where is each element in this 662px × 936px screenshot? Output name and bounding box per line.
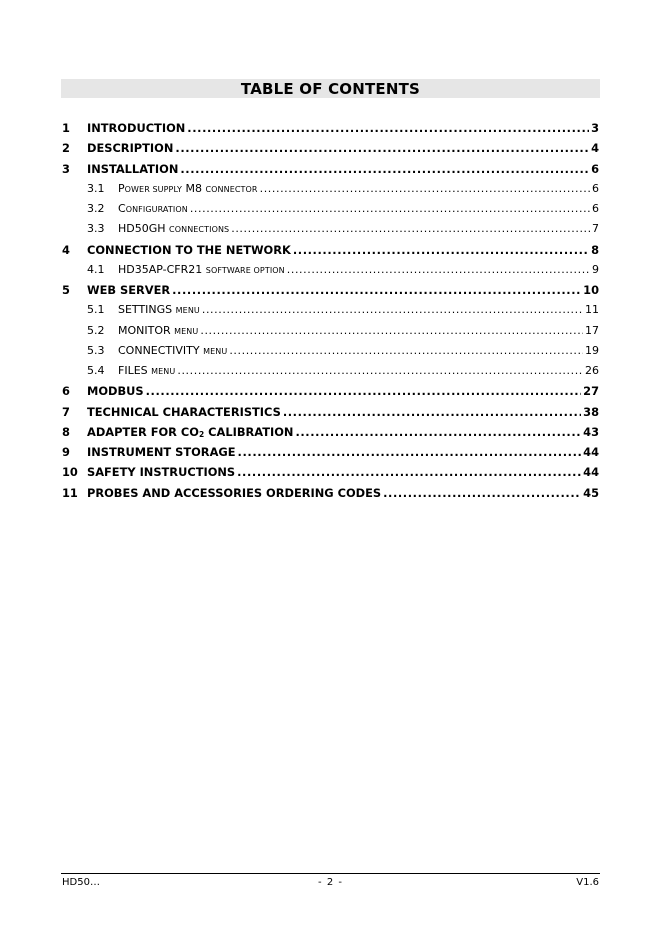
toc-entry[interactable] (62, 462, 599, 482)
toc-entry-label: CONNECTIVITY MENU (118, 343, 228, 357)
toc-entry[interactable] (62, 260, 599, 280)
toc-leader-dots (229, 341, 583, 361)
toc-entry-label: INTRODUCTION (87, 121, 186, 135)
toc-entry[interactable] (62, 300, 599, 320)
toc-entry-label: ADAPTER FOR $CO_2$ CALIBRATION (87, 424, 294, 439)
toc-entry-page: 38 (583, 404, 599, 419)
toc-entry-number: 3.3 (87, 222, 105, 236)
toc-entry-number: 3 (62, 161, 70, 176)
toc-entry-label: HD50GH CONNECTIONS (118, 222, 230, 236)
toc-leader-dots (146, 381, 582, 401)
toc-entry-page: 19 (585, 343, 599, 357)
toc-entry-page: 10 (583, 283, 599, 297)
toc-entry-page: 45 (583, 485, 599, 500)
toc-entry-label: HD35AP-CFR21 SOFTWARE OPTION (118, 262, 285, 276)
toc-entry-page: 27 (583, 384, 599, 399)
toc-entry-label: CONNECTION TO THE NETWORK (87, 242, 291, 257)
toc-entry[interactable] (62, 179, 599, 199)
toc-entry-number: 5.2 (87, 323, 105, 337)
toc-leader-dots (287, 260, 590, 280)
footer-model: HD50… (62, 877, 100, 888)
toc-entry-number: 1 (62, 121, 70, 135)
toc-entry-label: PROBES AND ACCESSORIES ORDERING CODES (87, 485, 382, 500)
toc-entry-number: 3.1 (87, 181, 105, 195)
toc-entry-number: 6 (62, 384, 70, 399)
toc-leader-dots (295, 422, 581, 442)
toc-entry-page: 43 (583, 424, 599, 439)
toc-entry[interactable] (62, 402, 599, 422)
toc-leader-dots (172, 280, 581, 300)
toc-entry-label: INSTALLATION (87, 161, 179, 176)
toc-entry-number: 4 (62, 242, 70, 257)
toc-entry-label: FILES MENU (118, 364, 176, 377)
toc-entry[interactable] (62, 483, 599, 503)
toc-leader-dots (180, 159, 589, 179)
footer-divider (61, 873, 600, 874)
toc-entry-number: 8 (62, 424, 70, 439)
table-of-contents (62, 118, 599, 503)
toc-entry[interactable] (62, 138, 599, 158)
footer-version: V1.6 (576, 877, 599, 888)
toc-entry-label: MODBUS (87, 384, 144, 399)
toc-leader-dots (177, 361, 583, 381)
toc-entry-number: 5.1 (87, 303, 105, 317)
toc-entry-page: 3 (591, 121, 599, 135)
toc-entry-page: 26 (585, 364, 599, 377)
toc-entry[interactable] (62, 240, 599, 260)
toc-entry[interactable] (62, 280, 599, 300)
toc-entry-page: 44 (583, 465, 599, 480)
toc-leader-dots (237, 462, 581, 482)
toc-entry-number: 11 (62, 485, 78, 500)
toc-entry-number: 3.2 (87, 202, 105, 215)
toc-entry[interactable] (62, 199, 599, 219)
toc-entry-page: 8 (591, 242, 599, 257)
toc-entry-page: 6 (592, 202, 599, 215)
toc-entry[interactable] (62, 159, 599, 179)
toc-entry-label: TECHNICAL CHARACTERISTICS (87, 404, 281, 419)
toc-entry[interactable] (62, 321, 599, 341)
toc-leader-dots (383, 483, 581, 503)
toc-entry-label: MONITOR MENU (118, 323, 199, 337)
toc-entry-number: 5.4 (87, 364, 105, 377)
toc-entry[interactable] (62, 118, 599, 138)
toc-leader-dots (175, 138, 589, 158)
toc-entry-page: 6 (592, 181, 599, 195)
toc-entry-number: 9 (62, 445, 70, 459)
toc-entry-number: 10 (62, 465, 78, 480)
toc-entry-label: INSTRUMENT STORAGE (87, 445, 236, 459)
toc-entry-label: SETTINGS MENU (118, 303, 200, 317)
toc-leader-dots (283, 402, 581, 422)
toc-entry[interactable] (62, 341, 599, 361)
toc-entry-label: SAFETY INSTRUCTIONS (87, 465, 236, 480)
footer-page-number: - 2 - (318, 877, 343, 888)
toc-title-bar (61, 79, 600, 98)
toc-entry[interactable] (62, 219, 599, 239)
toc-entry-label: DESCRIPTION (87, 141, 174, 156)
page-footer (62, 876, 599, 890)
toc-entry-number: 5.3 (87, 343, 105, 357)
toc-entry-label: CONFIGURATION (118, 202, 188, 215)
toc-entry[interactable] (62, 361, 599, 381)
toc-entry-label: POWER SUPPLY M8 CONNECTOR (118, 181, 258, 195)
toc-entry-number: 4.1 (87, 262, 105, 276)
toc-entry-number: 2 (62, 141, 70, 156)
toc-leader-dots (231, 219, 590, 239)
toc-leader-dots (187, 118, 589, 138)
toc-leader-dots (190, 199, 590, 219)
page-title: TABLE OF CONTENTS (240, 80, 421, 98)
toc-entry[interactable] (62, 381, 599, 401)
toc-entry-page: 4 (591, 141, 599, 156)
toc-entry-number: 5 (62, 283, 70, 297)
toc-entry[interactable] (62, 422, 599, 442)
toc-leader-dots (238, 442, 582, 462)
toc-entry-label: WEB SERVER (87, 283, 171, 297)
toc-entry-page: 9 (592, 262, 599, 276)
toc-entry-page: 11 (585, 303, 599, 317)
toc-entry[interactable] (62, 442, 599, 462)
toc-entry-page: 44 (583, 445, 599, 459)
toc-entry-number: 7 (62, 404, 70, 419)
toc-leader-dots (200, 321, 583, 341)
toc-entry-page: 6 (591, 161, 599, 176)
toc-entry-page: 7 (592, 222, 599, 236)
toc-leader-dots (293, 240, 589, 260)
toc-leader-dots (260, 179, 590, 199)
toc-leader-dots (202, 300, 583, 320)
toc-entry-page: 17 (585, 323, 599, 337)
